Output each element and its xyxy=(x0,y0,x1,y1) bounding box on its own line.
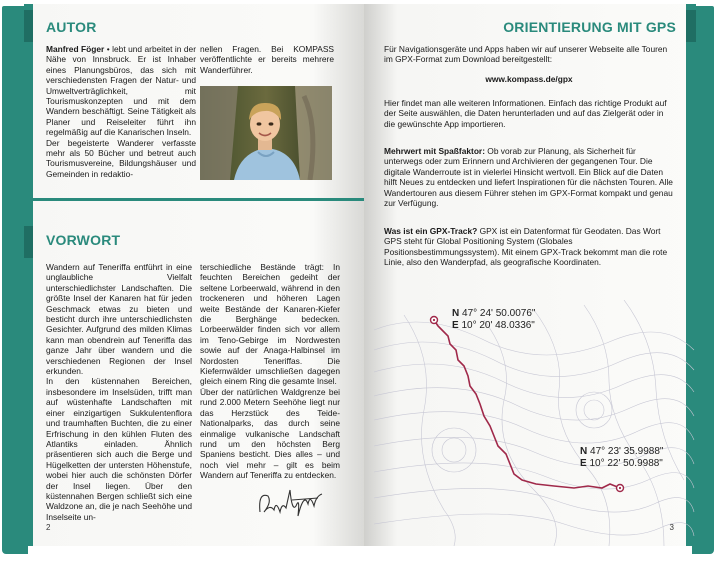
section-divider xyxy=(33,198,364,201)
author-bio-text: • lebt und arbeitet in der Nähe von Innsbruck. Er ist Inhaber eines Planungsbüros, das sich mit verschiedensten Fragen der Natur- und Umweltverträglichkeit, mit Tourismuskonzepten und mit dem Wandern beschäftigt. Seine Tätigkeit als Planer und Reiseleiter führt ihn regelmäßig auf die Kanarischen Inseln. xyxy=(46,44,196,138)
end-e-label: E xyxy=(580,457,587,469)
author-bio-column-2: nellen Fragen. Bei KOMPASS veröffentlichte er bereits mehrere Wanderführer. xyxy=(200,44,334,75)
foreword-column-1 xyxy=(46,262,192,522)
page-number-right: 3 xyxy=(669,523,674,532)
gps-info-text: Hier findet man alle weiteren Informationen. Einfach das richtige Produkt auf der Seite auswählen, die Daten herunterladen und auf das Zielgerät oder in die gewünschte App importieren. xyxy=(384,98,667,129)
author-heading: AUTOR xyxy=(46,19,97,35)
foreword-paragraph-4: Über der natürlichen Waldgrenze bei rund 2.000 Metern Seehöhe liegt nur das Herzstück des Teide-Nationalparks, das durch seine einmalige vulkanische Landschaft rund um den höchsten Berg Spaniens besticht. Dies alles – und noch viel mehr – gilt es beim Wandern auf Teneriffa zu entdecken. xyxy=(200,386,340,481)
author-bio-text-2: Der begeisterte Wanderer verfasste mehr als 50 Bücher und betreut auch Tourismusvereine, Bildungshäuser und Gemeinden in redaktio- xyxy=(46,137,196,179)
author-bio-column-1 xyxy=(46,44,196,179)
contour-lines xyxy=(374,300,694,546)
gpx-definition-text xyxy=(384,226,674,268)
start-e-label: E xyxy=(452,319,459,331)
foreword-section-marker xyxy=(24,226,33,258)
gps-value-label: Mehrwert mit Spaßfaktor: xyxy=(384,146,485,156)
gps-heading: ORIENTIERUNG MIT GPS xyxy=(503,19,676,35)
start-latitude: 47° 24' 50.0076" xyxy=(462,308,536,319)
author-signature xyxy=(256,482,326,522)
gps-value-body: Ob vorab zur Planung, als Sicherheit für unterwegs oder zum Erinnern und Archivieren der gegangenen Tour. Die digitale Wanderroute ist in vielerlei Hinsicht wertvoll. Ein Blick auf die Daten hilft Neues zu entdecken und liefert Inspirationen für die nächsten Touren. Alle Wandertouren aus diesem Führer stehen im GPX-Format kompakt und genau zur Verfügung. xyxy=(384,146,673,209)
end-latitude: 47° 23' 35.9988" xyxy=(590,446,664,457)
start-n-label: N xyxy=(452,308,460,319)
start-coordinates xyxy=(452,308,535,331)
foreword-paragraph-1: Wandern auf Teneriffa entführt in eine unglaubliche Vielfalt unterschiedlichster Landschaften. Die größte Insel der Kanaren hat für jeden Geschmack etwas zu bieten und besticht durch ihre unterschiedlichsten Gesichter. Aufgrund des milden Klimas kann man obendrein auf Teneriffa das ganze Jahr über wandern und die verschiedenen Regionen der Insel erkunden. xyxy=(46,262,192,377)
gps-intro-text: Für Navigationsgeräte und Apps haben wir auf unserer Webseite alle Touren im GPX-Format zum Download bereitgestellt: xyxy=(384,44,668,65)
left-accent-strip xyxy=(24,4,33,546)
gpx-url-link[interactable]: www.kompass.de/gpx xyxy=(485,74,573,84)
gps-value-text xyxy=(384,146,674,208)
gpx-question: Was ist ein GPX-Track? xyxy=(384,226,478,236)
end-n-label: N xyxy=(580,446,588,457)
right-page xyxy=(364,4,696,546)
author-photo xyxy=(200,86,332,180)
left-page xyxy=(24,4,364,546)
foreword-paragraph-2: In den küstennahen Bereichen, insbesondere im Inselsüden, trifft man auf wüstenhafte Landschaften mit einer einzigartigen Sukkulentenflora und traumhaften Buchten, die zu einer Erfrischung in den kühlen Fluten des Atlantiks einladen. Ähnlich präsentieren sich auch die Berge und Hügelketten der untersten Höhenstufe, wobei hier auch die schönsten Dörfer der Insel liegen. Über den küstennahen Bergen schließt sich eine Waldzone an, die je nach Seehöhe und Inselseite un- xyxy=(46,376,192,522)
gpx-definition-body: GPX ist ein Datenformat für Geodaten. Das Wort GPS steht für Global Positioning System (Globales Positionsbestimmungssystem). Mit einem GPX-Track bekommt man die rote Linie, also den Wanderpfad, als geografische Koordinaten. xyxy=(384,226,668,268)
author-name: Manfred Föger xyxy=(46,44,105,54)
gps-section-marker xyxy=(686,10,696,42)
foreword-heading: VORWORT xyxy=(46,232,121,248)
end-coordinates xyxy=(580,446,663,469)
gpx-topographic-map xyxy=(364,300,696,546)
foreword-column-2 xyxy=(200,262,340,481)
end-longitude: 10° 22' 50.9988" xyxy=(589,457,663,469)
start-longitude: 10° 20' 48.0336" xyxy=(461,319,535,331)
author-section-marker xyxy=(24,10,33,42)
page-number-left: 2 xyxy=(46,523,51,532)
foreword-paragraph-3: terschiedliche Bestände trägt: In feuchten Bereichen gedeiht der seltene Lorbeerwald, während in den trockeneren und höheren Lagen weite Bestände der Kanaren-Kiefer die Berghänge bedecken. Lorbeerwälder finden sich vor allem im Teno-Gebirge im Nordwesten sowie auf der Anaga-Halbinsel im Nordosten Teneriffas. Die Kiefernwälder umschließen dagegen gleich einem Ring die gesamte Insel. xyxy=(200,262,340,387)
